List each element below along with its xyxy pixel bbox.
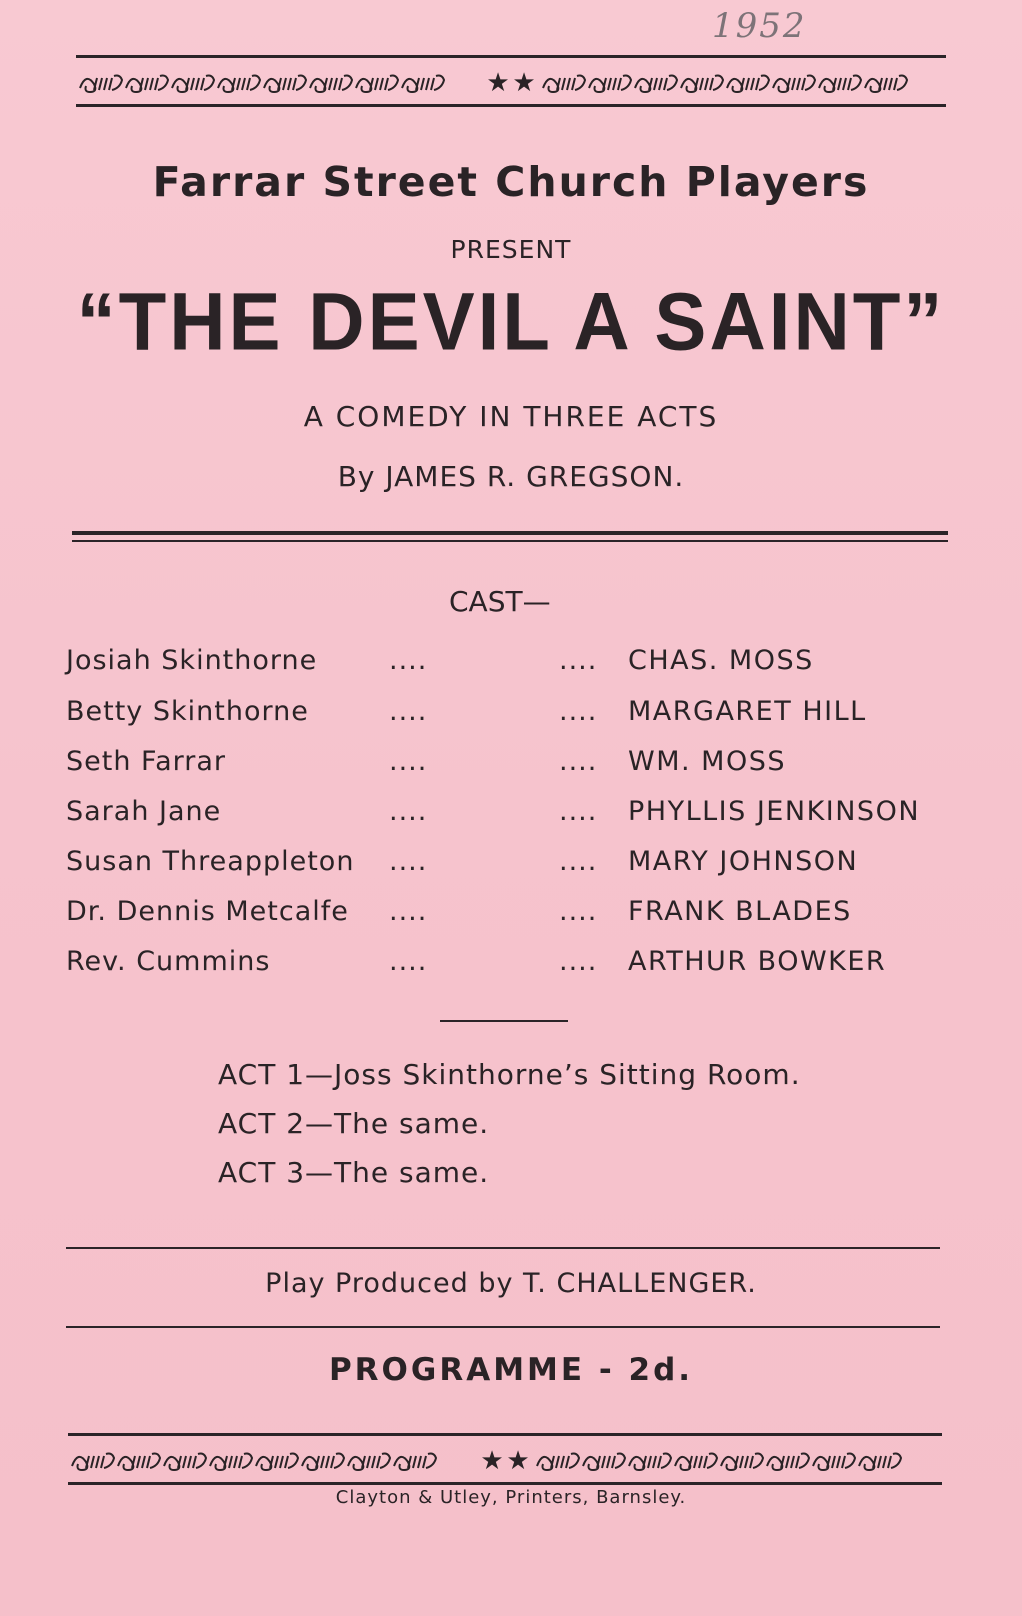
cast-role: Seth Farrar — [66, 746, 227, 777]
cast-actor: CHAS. MOSS — [628, 645, 814, 676]
company-name: Farrar Street Church Players — [152, 158, 870, 206]
play-subtitle: A COMEDY IN THREE ACTS — [303, 400, 719, 433]
scroll-ornament-icon — [721, 1454, 763, 1471]
cast-leader-dots: .... — [389, 796, 428, 827]
star-icon: ★ — [512, 68, 536, 98]
cast-actor: FRANK BLADES — [628, 896, 852, 927]
scroll-ornament-icon — [589, 76, 631, 93]
cast-leader-dots: .... — [389, 645, 428, 676]
cast-leader-dots: .... — [559, 746, 598, 777]
programme-price: PROGRAMME - 2d. — [328, 1352, 694, 1388]
cast-actor: WM. MOSS — [628, 746, 786, 777]
scroll-ornament-icon — [727, 76, 769, 93]
cast-leader-dots: .... — [389, 846, 428, 877]
scroll-ornament-icon — [859, 1454, 901, 1471]
present-label: PRESENT — [450, 235, 572, 264]
scroll-ornament-icon — [537, 1454, 579, 1471]
scroll-ornament-icon — [629, 1454, 671, 1471]
short-divider — [440, 1020, 568, 1022]
play-title: “THE DEVIL A SAINT” — [76, 274, 946, 368]
bottom-border-rule-lower — [68, 1482, 942, 1485]
cast-leader-dots: .... — [389, 896, 428, 927]
scroll-ornament-icon — [264, 76, 306, 93]
scroll-ornament-icon — [675, 1454, 717, 1471]
cast-role: Sarah Jane — [66, 796, 222, 827]
scroll-ornament-icon — [72, 1454, 114, 1471]
scroll-ornament-icon — [210, 1454, 252, 1471]
cast-leader-dots: .... — [559, 645, 598, 676]
scroll-ornament-icon — [172, 76, 214, 93]
scroll-ornament-icon — [164, 1454, 206, 1471]
cast-leader-dots: .... — [559, 946, 598, 977]
divider-producer-top — [66, 1247, 940, 1249]
act-line: ACT 1—Joss Skinthorne’s Sitting Room. — [218, 1058, 801, 1091]
cast-row — [66, 846, 966, 886]
cast-leader-dots: .... — [559, 696, 598, 727]
cast-row — [66, 896, 966, 936]
scroll-ornament-icon — [126, 76, 168, 93]
cast-row — [66, 696, 966, 736]
act-line: ACT 3—The same. — [218, 1156, 490, 1189]
cast-role: Betty Skinthorne — [66, 696, 309, 727]
scroll-ornament-icon — [394, 1454, 436, 1471]
cast-leader-dots: .... — [389, 696, 428, 727]
handwritten-year: 1952 — [712, 6, 807, 46]
cast-leader-dots: .... — [389, 946, 428, 977]
scroll-ornament-icon — [118, 1454, 160, 1471]
cast-actor: MARY JOHNSON — [628, 846, 859, 877]
cast-role: Josiah Skinthorne — [66, 645, 318, 676]
producer-credit: Play Produced by T. CHALLENGER. — [265, 1268, 757, 1299]
cast-leader-dots: .... — [559, 846, 598, 877]
scroll-ornament-icon — [635, 76, 677, 93]
bottom-ornament-border-icon — [68, 1438, 942, 1482]
cast-row — [66, 746, 966, 786]
scroll-ornament-icon — [218, 76, 260, 93]
scroll-ornament-icon — [310, 76, 352, 93]
printer-imprint: Clayton & Utley, Printers, Barnsley. — [335, 1487, 687, 1508]
scroll-ornament-icon — [543, 76, 585, 93]
cast-row — [66, 796, 966, 836]
cast-role: Rev. Cummins — [66, 946, 271, 977]
act-line: ACT 2—The same. — [218, 1107, 490, 1140]
cast-actor: PHYLLIS JENKINSON — [628, 796, 921, 827]
scroll-ornament-icon — [302, 1454, 344, 1471]
cast-leader-dots: .... — [389, 746, 428, 777]
top-ornament-border-icon — [76, 60, 946, 104]
cast-heading: CAST— — [449, 585, 551, 618]
divider-double-upper — [72, 531, 948, 535]
cast-role: Susan Threappleton — [66, 846, 355, 877]
cast-row — [66, 645, 966, 685]
scroll-ornament-icon — [348, 1454, 390, 1471]
scroll-ornament-icon — [819, 76, 861, 93]
bottom-border-rule-upper — [68, 1433, 942, 1436]
star-icon: ★ — [506, 1446, 530, 1476]
scroll-ornament-icon — [256, 1454, 298, 1471]
top-border-rule-upper — [76, 55, 946, 58]
cast-leader-dots: .... — [559, 796, 598, 827]
star-icon: ★ — [486, 68, 510, 98]
cast-actor: MARGARET HILL — [628, 696, 867, 727]
scroll-ornament-icon — [681, 76, 723, 93]
scroll-ornament-icon — [80, 76, 122, 93]
divider-producer-bottom — [66, 1326, 940, 1328]
scroll-ornament-icon — [773, 76, 815, 93]
cast-role: Dr. Dennis Metcalfe — [66, 896, 349, 927]
scroll-ornament-icon — [813, 1454, 855, 1471]
scroll-ornament-icon — [402, 76, 444, 93]
star-icon: ★ — [480, 1446, 504, 1476]
cast-row — [66, 946, 966, 986]
scroll-ornament-icon — [767, 1454, 809, 1471]
top-border-rule-lower — [76, 104, 946, 107]
scroll-ornament-icon — [865, 76, 907, 93]
play-author: By JAMES R. GREGSON. — [337, 460, 685, 493]
scroll-ornament-icon — [583, 1454, 625, 1471]
scroll-ornament-icon — [356, 76, 398, 93]
cast-actor: ARTHUR BOWKER — [628, 946, 887, 977]
cast-leader-dots: .... — [559, 896, 598, 927]
divider-double-lower — [72, 540, 948, 542]
